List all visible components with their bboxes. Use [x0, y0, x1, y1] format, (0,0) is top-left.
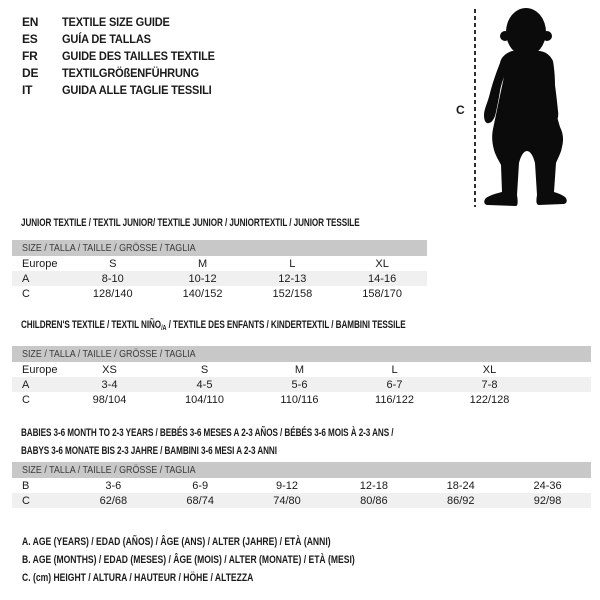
size-header-text: SIZE / TALLA / TAILLE / GRÖSSE / TAGLIA — [22, 242, 196, 254]
table-row — [12, 271, 427, 286]
row-label: C — [22, 494, 30, 507]
size-cell: 6-7 — [386, 378, 403, 391]
babies-title-text-line1: BABIES 3-6 MONTH TO 2-3 YEARS / BEBÉS 3-6 MESES A 2-3 AÑOS / BÉBÉS 3-6 MOIS À 2-3 ANS / — [21, 427, 394, 439]
size-cell: 24-36 — [533, 479, 562, 492]
babies-title-text-line2: BABYS 3-6 MONATE BIS 2-3 JAHRE / BAMBINI 3-6 MESI A 2-3 ANNI — [21, 445, 277, 457]
size-cell: 74/80 — [273, 494, 301, 507]
size-cell: 92/98 — [533, 494, 562, 507]
table-row — [12, 286, 427, 301]
junior-table-title — [21, 217, 479, 229]
language-title: GUIDA ALLE TAGLIE TESSILI — [62, 82, 212, 97]
size-cell: L — [289, 257, 296, 270]
size-cell: 14-16 — [368, 272, 397, 285]
size-cell: 62/68 — [99, 494, 128, 507]
size-table-babies — [12, 462, 591, 508]
size-cell: 122/128 — [469, 393, 510, 406]
language-code: DE — [22, 65, 39, 80]
babies-table-title-line2 — [21, 445, 367, 457]
legend-line-a — [22, 536, 449, 554]
size-cell: 68/74 — [186, 494, 214, 507]
language-code: FR — [22, 48, 38, 63]
size-cell: XL — [482, 363, 497, 376]
row-label: A — [22, 378, 30, 391]
language-row — [22, 64, 228, 81]
size-cell: 104/110 — [185, 393, 224, 406]
size-cell: 140/152 — [182, 287, 223, 300]
size-cell: 10-12 — [188, 272, 217, 285]
language-row — [22, 47, 228, 64]
size-cell: 128/140 — [92, 287, 133, 300]
size-cell: 80/86 — [360, 494, 388, 507]
size-header-bar — [12, 462, 591, 478]
language-row — [22, 30, 228, 47]
table-row — [12, 362, 591, 377]
legend-text-c: C. (cm) HEIGHT / ALTURA / HAUTEUR / HÖHE / ALTEZZA — [22, 572, 254, 584]
babies-table-title-line1 — [21, 427, 524, 439]
language-row — [22, 13, 228, 30]
table-row — [12, 392, 591, 407]
size-cell: 98/104 — [92, 393, 127, 406]
size-cell: 3-6 — [105, 479, 122, 492]
size-header-text: SIZE / TALLA / TAILLE / GRÖSSE / TAGLIA — [22, 348, 196, 360]
language-title: GUIDE DES TAILLES TEXTILE — [62, 48, 215, 63]
size-cell: 110/116 — [280, 393, 319, 406]
row-label: Europe — [22, 257, 58, 270]
legend-line-b — [22, 554, 449, 572]
language-title: TEXTILGRÖßENFÜHRUNG — [62, 65, 199, 80]
junior-table-title-text: JUNIOR TEXTILE / TEXTIL JUNIOR/ TEXTILE JUNIOR / JUNIORTEXTIL / JUNIOR TESSILE — [21, 217, 360, 229]
legend-line-c — [22, 572, 449, 590]
children-title-subscript: /A — [161, 323, 167, 332]
children-title-suffix: / TEXTILE DES ENFANTS / KINDERTEXTIL / BAMBINI TESSILE — [166, 319, 406, 331]
language-title: GUÍA DE TALLAS — [62, 31, 151, 46]
size-cell: 7-8 — [481, 378, 498, 391]
size-cell: 152/158 — [272, 287, 313, 300]
legend-text-a: A. AGE (YEARS) / EDAD (AÑOS) / ÂGE (ANS) / ALTER (JAHRE) / ETÀ (ANNI) — [22, 536, 331, 548]
table-row — [12, 256, 427, 271]
table-row — [12, 493, 591, 508]
size-header-text: SIZE / TALLA / TAILLE / GRÖSSE / TAGLIA — [22, 464, 196, 476]
size-cell: S — [109, 257, 117, 270]
size-cell: XS — [102, 363, 117, 376]
size-cell: 8-10 — [101, 272, 124, 285]
children-title-prefix: CHILDREN'S TEXTILE / TEXTIL NIÑO — [21, 319, 162, 331]
legend-text-b: B. AGE (MONTHS) / EDAD (MESES) / ÂGE (MOIS) / ALTER (MONATE) / ETÀ (MESI) — [22, 554, 355, 566]
size-cell: M — [197, 257, 208, 270]
language-code: EN — [22, 14, 39, 29]
size-cell: 12-18 — [359, 479, 388, 492]
size-cell: 3-4 — [101, 378, 118, 391]
size-cell: S — [200, 363, 209, 376]
size-cell: 6-9 — [192, 479, 209, 492]
size-cell: XL — [375, 257, 389, 270]
size-cell: 158/170 — [362, 287, 402, 300]
children-table-title-text — [21, 319, 406, 331]
language-list — [22, 13, 228, 98]
children-table-title — [21, 319, 541, 331]
size-table-junior — [12, 240, 427, 301]
baby-silhouette-icon — [478, 5, 570, 211]
size-cell: L — [391, 363, 398, 376]
size-cell: 5-6 — [291, 378, 308, 391]
size-table-children — [12, 346, 591, 407]
row-label: C — [22, 393, 30, 406]
height-measure-line — [474, 9, 476, 207]
size-cell: 18-24 — [446, 479, 475, 492]
language-code: IT — [22, 82, 33, 97]
measure-label-c: C — [456, 103, 465, 117]
table-row — [12, 377, 591, 392]
row-label: Europe — [22, 363, 58, 376]
row-label: B — [22, 479, 30, 492]
row-label: C — [22, 287, 30, 300]
size-cell: 86/92 — [446, 494, 475, 507]
size-cell: 9-12 — [276, 479, 299, 492]
size-cell: 116/122 — [375, 393, 414, 406]
size-cell: 12-13 — [278, 272, 307, 285]
language-row — [22, 81, 228, 98]
size-header-bar — [12, 346, 591, 362]
row-label: A — [22, 272, 30, 285]
legend — [22, 536, 449, 590]
table-row — [12, 478, 591, 493]
size-cell: M — [294, 363, 305, 376]
language-title: TEXTILE SIZE GUIDE — [62, 14, 170, 29]
size-cell: 4-5 — [196, 378, 213, 391]
language-code: ES — [22, 31, 38, 46]
size-header-bar — [12, 240, 427, 256]
